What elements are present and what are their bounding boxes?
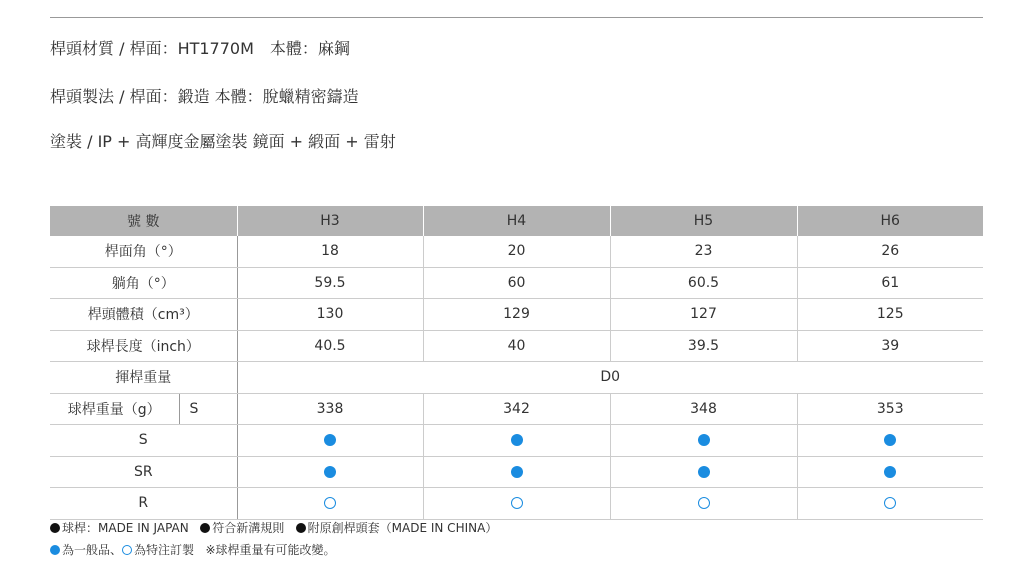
table-cell: 348 [610, 393, 797, 425]
table-row [50, 299, 983, 331]
row-label-length: 球桿長度（inch） [50, 330, 237, 362]
flex-mark-cell [237, 488, 423, 520]
note-standard: 為一般品、 [62, 543, 123, 557]
table-cell: 40 [423, 330, 610, 362]
flex-mark-cell [797, 425, 983, 457]
filled-dot-icon [698, 434, 710, 446]
table-row [50, 236, 983, 267]
row-label-loft: 桿面角（°） [50, 236, 237, 267]
row-label-swingweight: 揮桿重量 [50, 362, 237, 394]
row-label-lie: 躺角（°） [50, 267, 237, 299]
black-dot-icon [296, 523, 306, 533]
row-label-volume: 桿頭體積（cm³） [50, 299, 237, 331]
open-dot-icon [324, 497, 336, 509]
table-row [50, 267, 983, 299]
note-remark: ※球桿重量有可能改變。 [205, 543, 336, 557]
flex-label: SR [50, 456, 237, 488]
filled-dot-icon [884, 466, 896, 478]
table-cell: 60 [423, 267, 610, 299]
open-dot-icon [698, 497, 710, 509]
table-row [50, 330, 983, 362]
flex-label: S [50, 425, 237, 457]
flex-mark-cell [423, 425, 610, 457]
filled-dot-icon [511, 466, 523, 478]
flex-mark-cell [610, 488, 797, 520]
notes-line-2 [50, 541, 336, 558]
notes-line-1 [50, 519, 497, 536]
flex-label: R [50, 488, 237, 520]
header-number-label: 號 數 [50, 206, 237, 236]
spec-table [50, 206, 983, 520]
spec-finish: 塗裝 / IP + 高輝度金屬塗裝 鏡面 + 緞面 + 雷射 [50, 132, 396, 151]
flex-mark-cell [237, 456, 423, 488]
flex-mark-cell [423, 488, 610, 520]
note-groove-rule: 符合新溝規則 [212, 521, 285, 535]
flex-mark-cell [797, 488, 983, 520]
table-cell: 40.5 [237, 330, 423, 362]
table-cell: 39 [797, 330, 983, 362]
top-divider [50, 17, 983, 18]
table-row [50, 456, 983, 488]
filled-dot-icon [50, 545, 60, 555]
table-cell: 338 [237, 393, 423, 425]
table-cell: 342 [423, 393, 610, 425]
row-label-weight [50, 393, 237, 425]
flex-mark-cell [610, 425, 797, 457]
table-header-row [50, 206, 983, 236]
note-made-in: 球桿：MADE IN JAPAN [62, 521, 189, 535]
swingweight-value: D0 [237, 362, 983, 394]
table-cell: 125 [797, 299, 983, 331]
note-headcover: 附原創桿頭套（MADE IN CHINA） [307, 521, 498, 535]
filled-dot-icon [884, 434, 896, 446]
flex-mark-cell [797, 456, 983, 488]
table-row [50, 393, 983, 425]
table-cell: 18 [237, 236, 423, 267]
header-model: H6 [797, 206, 983, 236]
black-dot-icon [50, 523, 60, 533]
filled-dot-icon [324, 434, 336, 446]
black-dot-icon [200, 523, 210, 533]
table-row [50, 425, 983, 457]
header-model: H5 [610, 206, 797, 236]
table-row [50, 362, 983, 394]
open-dot-icon [511, 497, 523, 509]
table-cell: 130 [237, 299, 423, 331]
flex-mark-cell [237, 425, 423, 457]
spec-construction: 桿頭製法 / 桿面：鍛造 本體：脫蠟精密鑄造 [50, 87, 359, 106]
table-cell: 20 [423, 236, 610, 267]
note-special: 為特注訂製 [134, 543, 195, 557]
flex-mark-cell [610, 456, 797, 488]
filled-dot-icon [324, 466, 336, 478]
filled-dot-icon [511, 434, 523, 446]
header-model: H4 [423, 206, 610, 236]
weight-label: 球桿重量（g） [50, 394, 180, 425]
weight-flex: S [189, 400, 199, 417]
table-cell: 60.5 [610, 267, 797, 299]
table-row [50, 488, 983, 520]
table-cell: 39.5 [610, 330, 797, 362]
table-cell: 59.5 [237, 267, 423, 299]
table-cell: 127 [610, 299, 797, 331]
header-model: H3 [237, 206, 423, 236]
table-cell: 26 [797, 236, 983, 267]
spec-material: 桿頭材質 / 桿面：HT1770M 本體：麻鋼 [50, 39, 350, 58]
open-dot-icon [884, 497, 896, 509]
table-cell: 23 [610, 236, 797, 267]
flex-mark-cell [423, 456, 610, 488]
table-cell: 61 [797, 267, 983, 299]
open-dot-icon [122, 545, 132, 555]
table-cell: 353 [797, 393, 983, 425]
filled-dot-icon [698, 466, 710, 478]
table-cell: 129 [423, 299, 610, 331]
